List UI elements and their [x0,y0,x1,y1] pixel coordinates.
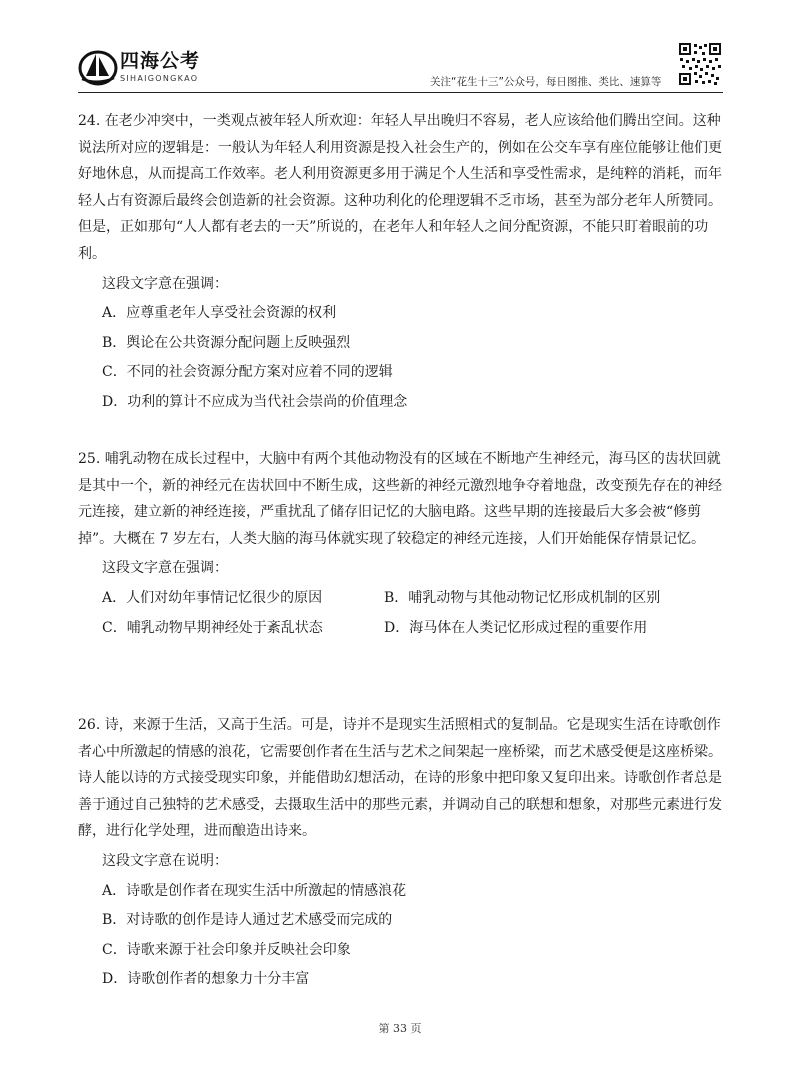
option-d: D．诗歌创作者的想象力十分丰富 [102,971,310,988]
question-stem [78,712,723,845]
question-text: 诗，来源于生活，又高于生活。可是，诗并不是现实生活照相式的复制品。它是现实生活在诗歌创作者心中所激起的情感的浪花，它需要创作者在生活与艺术之间架起一座桥梁，而艺术感受便是这座桥梁。诗人能以诗的方式接受现实印象，并能借助幻想活动，在诗的形象中把印象又复印出来。诗歌创作者总是善于通过自己独特的艺术感受，去摄取生活中的那些元素，并调动自己的联想和想象，对那些元素进行发酵，进行化学处理，进而酿造出诗来。 [78,717,722,840]
option-b: B．对诗歌的创作是诗人通过艺术感受而完成的 [102,912,393,929]
question-number: 25. [78,451,101,467]
option-row [78,585,723,612]
option-row [78,615,723,642]
option-c: C．诗歌来源于社会印象并反映社会印象 [102,941,351,958]
option-a: A．人们对幼年事情记忆很少的原因 [102,589,323,606]
question-text: 哺乳动物在成长过程中，大脑中有两个其他动物没有的区域在不断地产生神经元，海马区的齿状回就是其中一个，新的神经元在齿状回中不断生成，这些新的神经元激烈地争夺着地盘，改变预先存在的神经元连接，建立新的神经连接，严重扰乱了储存旧记忆的大脑电路。这些早期的连接最后大多会被“修剪掉”。大概在 7 岁左右，人类大脑的海马体就实现了较稳定的神经元连接，人们开始能保存情景记忆。 [78,451,722,547]
header-divider [78,92,723,93]
option-b: B．舆论在公共资源分配问题上反映强烈 [102,334,351,351]
option-b: B．哺乳动物与其他动物记忆形成机制的区别 [384,589,661,606]
option-a: A．诗歌是创作者在现实生活中所激起的情感浪花 [102,882,407,899]
option-d: D．海马体在人类记忆形成过程的重要作用 [384,619,648,636]
question-number: 24. [78,113,101,129]
header-tagline: 关注“花生十三”公众号，每日图推、类比、速算等 [430,76,662,88]
question-prompt: 这段文字意在说明： [102,852,228,869]
question-stem [78,108,723,268]
sailboat-logo-icon [78,48,118,86]
option-c: C．不同的社会资源分配方案对应着不同的逻辑 [102,364,393,381]
question-prompt: 这段文字意在强调： [102,275,228,292]
page-number: 第 33 页 [378,1022,422,1035]
option-a: A．应尊重老年人享受社会资源的权利 [102,305,337,322]
question-26 [78,712,723,993]
question-24 [78,108,723,416]
brand-subtitle: SIHAIGONGKAO [120,74,199,83]
question-number: 26. [78,717,101,733]
question-stem [78,446,723,552]
option-c: C．哺乳动物早期神经处于紊乱状态 [102,619,323,636]
question-text: 在老少冲突中，一类观点被年轻人所欢迎：年轻人早出晚归不容易，老人应该给他们腾出空间。这种说法所对应的逻辑是：一般认为年轻人利用资源是投入社会生产的，例如在公交车享有座位能够让他们更好地休息，从而提高工作效率。老人利用资源更多用于满足个人生活和享受性需求，是纯粹的消耗，而年轻人占有资源后最终会创造新的社会资源。这种功利化的伦理逻辑不乏市场，甚至为部分老年人所赞同。但是，正如那句“人人都有老去的一天”所说的，在老年人和年轻人之间分配资源，不能只盯着眼前的功利。 [78,113,722,262]
qr-code-icon [678,42,722,86]
question-25 [78,446,723,641]
brand [120,50,200,84]
question-prompt: 这段文字意在强调： [102,560,228,577]
page-header [0,0,800,100]
option-d: D．功利的算计不应成为当代社会崇尚的价值理念 [102,393,408,410]
brand-name: 四海公考 [120,50,201,72]
